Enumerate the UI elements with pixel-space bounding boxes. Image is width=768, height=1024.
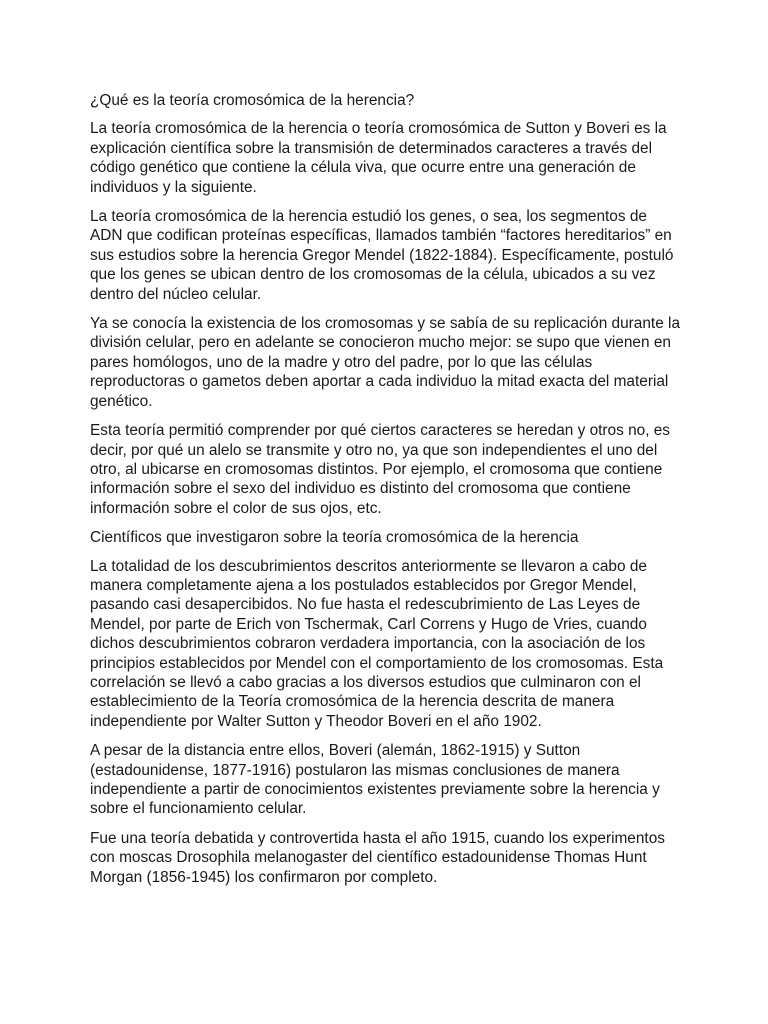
heading-what-is-theory: ¿Qué es la teoría cromosómica de la herencia? [90, 92, 415, 109]
paragraph-inheritance: Esta teoría permitió comprender por qué ciertos caracteres se heredan y otros no, es decir, por qué un alelo se transmite y otro no, ya que son independientes el uno del otro, al ubicarse en cromosomas distintos. Por ejemplo, el cromosoma que contiene información sobre el sexo del individuo es distinto del cromosoma que contiene información sobre el color de sus ojos, etc. [90, 422, 671, 517]
heading-scientists: Científicos que investigaron sobre la teoría cromosómica de la herencia [90, 529, 579, 547]
paragraph-genes: La teoría cromosómica de la herencia estudió los genes, o sea, los segmentos de ADN que codifican proteínas específicas, llamados también “factores hereditarios” en sus estudios sobre la herencia Gregor Mendel (1822-1884). Específicamente, postuló que los genes se ubican dentro de los cromosomas de la célula, ubicados a su vez dentro del núcleo celular. [90, 208, 674, 303]
paragraph-boveri-sutton: A pesar de la distancia entre ellos, Boveri (alemán, 1862-1915) y Sutton (estadounidense, 1877-1916) postularon las mismas conclusiones de manera independiente a partir de conocimientos existentes previamente sobre la herencia y sobre el funcionamiento celular. [90, 742, 660, 818]
paragraph-morgan: Fue una teoría debatida y controvertida hasta el año 1915, cuando los experimentos con moscas Drosophila melanogaster del científico estadounidense Thomas Hunt Morgan (1856-1945) los confirmaron por completo. [90, 829, 665, 886]
paragraph-discoveries: La totalidad de los descubrimientos descritos anteriormente se llevaron a cabo de manera completamente ajena a los postulados establecidos por Gregor Mendel, pasando casi desapercibidos. No fue hasta el redescubrimiento de Las Leyes de Mendel, por parte de Erich von Tschermak, Carl Correns y Hugo de Vries, cuando dichos descubrimientos cobraron verdadera importancia, con la asociación de los principios establecidos por Mendel con el comportamiento de los cromosomas. Esta correlación se llevó a cabo gracias a los diversos estudios que culminaron con el establecimiento de la Teoría cromosómica de la herencia descrita de manera independiente por Walter Sutton y Theodor Boveri en el año 1902. [90, 557, 664, 730]
paragraph-chromosomes: Ya se conocía la existencia de los cromosomas y se sabía de su replicación durante la división celular, pero en adelante se conocieron mucho mejor: se supo que vienen en pares homólogos, uno de la madre y otro del padre, por lo que las células reproductoras o gametos deben aportar a cada individuo la mitad exacta del material genético. [90, 315, 681, 410]
paragraph-definition: La teoría cromosómica de la herencia o teoría cromosómica de Sutton y Boveri es la explicación científica sobre la transmisión de determinados caracteres a través del código genético que contiene la célula viva, que ocurre entre una generación de individuos y la siguiente. [90, 120, 667, 196]
document-page [90, 91, 680, 897]
